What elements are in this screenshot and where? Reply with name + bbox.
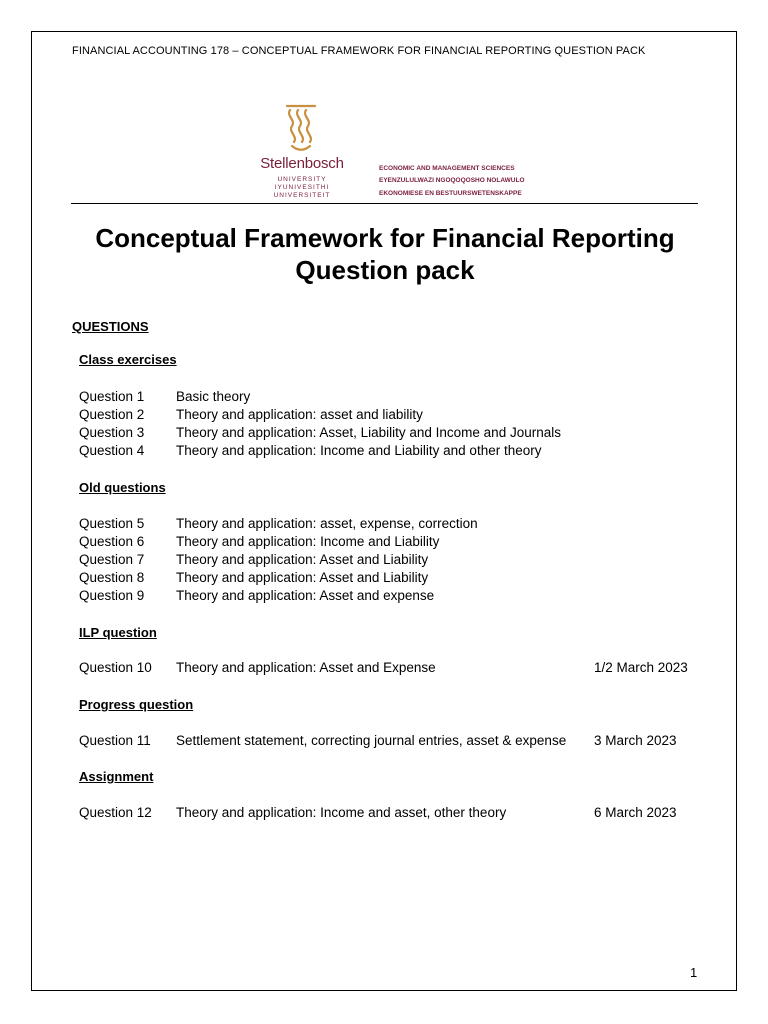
question-number: Question 11 <box>79 733 151 748</box>
faculty-line: EYENZULULWAZI NGOQOQOSHO NOLAWULO <box>379 177 525 185</box>
section-heading: Class exercises <box>79 352 177 367</box>
question-number: Question 7 <box>79 552 145 567</box>
university-sub-line: UNIVERSITEIT <box>273 192 331 200</box>
question-description: Theory and application: Asset and Liability <box>176 570 429 585</box>
question-number: Question 12 <box>79 805 152 820</box>
title-line: Conceptual Framework for Financial Reporting <box>95 223 675 253</box>
question-date: 3 March 2023 <box>594 733 677 748</box>
running-header: FINANCIAL ACCOUNTING 178 – CONCEPTUAL FRAMEWORK FOR FINANCIAL REPORTING QUESTION PACK <box>72 45 646 57</box>
question-date: 1/2 March 2023 <box>594 660 688 675</box>
section-heading: Old questions <box>79 480 166 495</box>
question-row <box>79 570 719 588</box>
question-description: Theory and application: Asset and expense <box>176 588 435 603</box>
question-description: Theory and application: asset and liability <box>176 407 423 422</box>
section-heading: ILP question <box>79 625 157 640</box>
title-line: Question pack <box>295 255 475 285</box>
question-description: Theory and application: Income and asset, other theory <box>176 805 507 820</box>
question-number: Question 6 <box>79 534 145 549</box>
question-row <box>79 389 719 407</box>
question-description: Theory and application: Asset and Expense <box>176 660 436 675</box>
university-sub-line: UNIVERSITY <box>277 176 327 183</box>
question-number: Question 10 <box>79 660 152 675</box>
question-description: Settlement statement, correcting journal entries, asset & expense <box>176 733 567 748</box>
question-description: Theory and application: asset, expense, correction <box>176 516 478 531</box>
question-description: Theory and application: Asset and Liability <box>176 552 429 567</box>
question-row <box>79 552 719 570</box>
question-description: Theory and application: Income and Liability and other theory <box>176 443 542 458</box>
question-number: Question 4 <box>79 443 145 458</box>
question-row <box>79 805 719 823</box>
section-heading: Assignment <box>79 769 154 784</box>
question-row <box>79 733 719 751</box>
page-number: 1 <box>690 965 698 980</box>
question-number: Question 3 <box>79 425 145 440</box>
question-row <box>79 443 719 461</box>
question-row <box>79 660 719 678</box>
stellenbosch-emblem-icon <box>284 104 318 152</box>
university-sub-line: IYUNIVESITHI <box>274 184 330 192</box>
question-description: Theory and application: Asset, Liability and Income and Journals <box>176 425 561 440</box>
faculty-line: ECONOMIC AND MANAGEMENT SCIENCES <box>379 165 515 172</box>
question-row <box>79 516 719 534</box>
faculty-name <box>379 163 525 200</box>
question-description: Basic theory <box>176 389 251 404</box>
section-heading: Progress question <box>79 697 194 712</box>
questions-heading: QUESTIONS <box>72 319 149 334</box>
university-logo <box>254 104 554 204</box>
document-page <box>31 31 737 991</box>
university-name: Stellenbosch <box>260 155 344 172</box>
question-number: Question 9 <box>79 588 145 603</box>
question-number: Question 1 <box>79 389 145 404</box>
document-title <box>32 222 738 286</box>
faculty-line: EKONOMIESE EN BESTUURSWETENSKAPPE <box>379 189 522 197</box>
question-number: Question 5 <box>79 516 145 531</box>
question-row <box>79 534 719 552</box>
question-description: Theory and application: Income and Liability <box>176 534 440 549</box>
university-subtitle <box>254 176 350 201</box>
question-date: 6 March 2023 <box>594 805 677 820</box>
question-row <box>79 425 719 443</box>
question-row <box>79 407 719 425</box>
question-row <box>79 588 719 606</box>
question-number: Question 8 <box>79 570 145 585</box>
question-number: Question 2 <box>79 407 145 422</box>
header-divider <box>71 203 698 204</box>
